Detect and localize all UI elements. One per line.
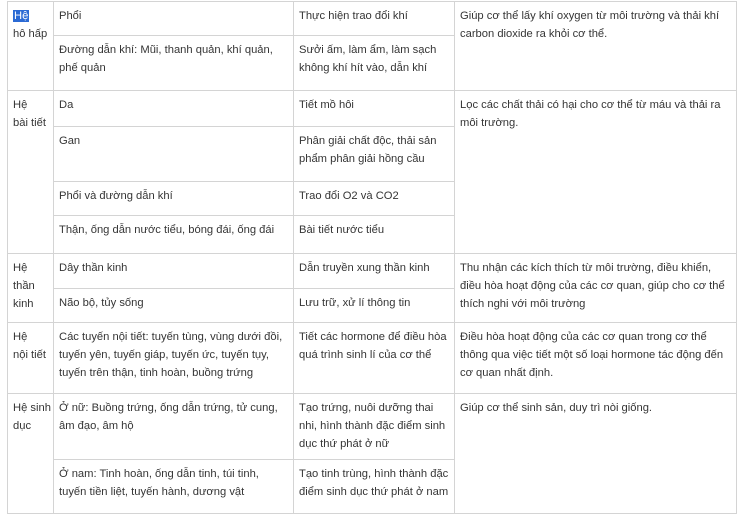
organ-cell: Thận, ống dẫn nước tiểu, bóng đái, ống đái [54,216,294,254]
system-name-line: Hệ sinh [13,401,51,414]
function-cell: Thu nhận các kích thích từ môi trường, điều khiển, điều hòa hoạt động của các cơ quan, giúp cho cơ thể thích nghi với môi trường [455,254,737,323]
system-name-line[interactable]: Hệ [14,10,29,22]
organ-cell: Các tuyến nội tiết: tuyến tùng, vùng dưới đồi, tuyến yên, tuyến giáp, tuyến ức, tuyến tụy, tuyến trên thận, tinh hoàn, buồng trứng [54,323,294,394]
system-name-cell [8,2,54,91]
organ-cell: Dây thần kinh [54,254,294,288]
organ-cell: Da [54,90,294,126]
system-name-line: nội tiết [13,349,46,362]
function-cell: Giúp cơ thể sinh sản, duy trì nòi giống. [455,393,737,513]
system-name-line: thần [13,280,35,293]
organ-cell: Gan [54,127,294,182]
system-name-line: Hệ [13,98,28,111]
table-row [8,2,737,36]
role-cell: Trao đổi O2 và CO2 [294,181,455,215]
organ-cell: Ở nữ: Buồng trứng, ống dẫn trứng, tử cung, âm đạo, âm hộ [54,393,294,460]
table-row [8,254,737,288]
role-cell: Phân giải chất độc, thải sản phẩm phân giải hồng cầu [294,127,455,182]
role-cell: Tạo tinh trùng, hình thành đặc điểm sinh dục thứ phát ở nam [294,460,455,514]
system-name-line: bài tiết [13,116,46,129]
role-cell: Sưởi ấm, làm ẩm, làm sạch không khí hít vào, dẫn khí [294,36,455,91]
role-cell: Thực hiện trao đổi khí [294,2,455,36]
system-name-cell [8,254,54,323]
system-name-line: kinh [13,298,34,311]
role-cell: Lưu trữ, xử lí thông tin [294,288,455,322]
system-name-cell [8,90,54,254]
organ-systems-table [7,1,737,514]
role-cell: Tiết mồ hôi [294,90,455,126]
system-name-line: Hệ [13,331,28,344]
system-name-line: Hệ [13,262,28,275]
organ-cell: Ở nam: Tinh hoàn, ống dẫn tinh, túi tinh, tuyến tiền liệt, tuyến hành, dương vật [54,460,294,514]
organ-cell: Phổi [54,2,294,36]
function-cell: Lọc các chất thải có hại cho cơ thể từ máu và thải ra môi trường. [455,90,737,254]
role-cell: Tạo trứng, nuôi dưỡng thai nhi, hình thành đặc điểm sinh dục thứ phát ở nữ [294,393,455,460]
table-row [8,90,737,126]
table-row [8,323,737,394]
organ-cell: Phổi và đường dẫn khí [54,181,294,215]
organ-cell: Đường dẫn khí: Mũi, thanh quản, khí quản, phế quản [54,36,294,91]
system-name-line: dục [13,419,32,432]
system-name-line: hô hấp [13,28,48,40]
table-row [8,393,737,460]
role-cell: Bài tiết nước tiểu [294,216,455,254]
function-cell: Điều hòa hoạt động của các cơ quan trong cơ thể thông qua việc tiết một số loại hormone tác động đến cơ quan nhất định. [455,323,737,394]
role-cell: Dẫn truyền xung thần kinh [294,254,455,288]
function-cell: Giúp cơ thể lấy khí oxygen từ môi trường và thải khí carbon dioxide ra khỏi cơ thể. [455,2,737,91]
organ-cell: Não bộ, tủy sống [54,288,294,322]
system-name-cell [8,393,54,513]
system-name-cell [8,323,54,394]
role-cell: Tiết các hormone để điều hòa quá trình sinh lí của cơ thể [294,323,455,394]
